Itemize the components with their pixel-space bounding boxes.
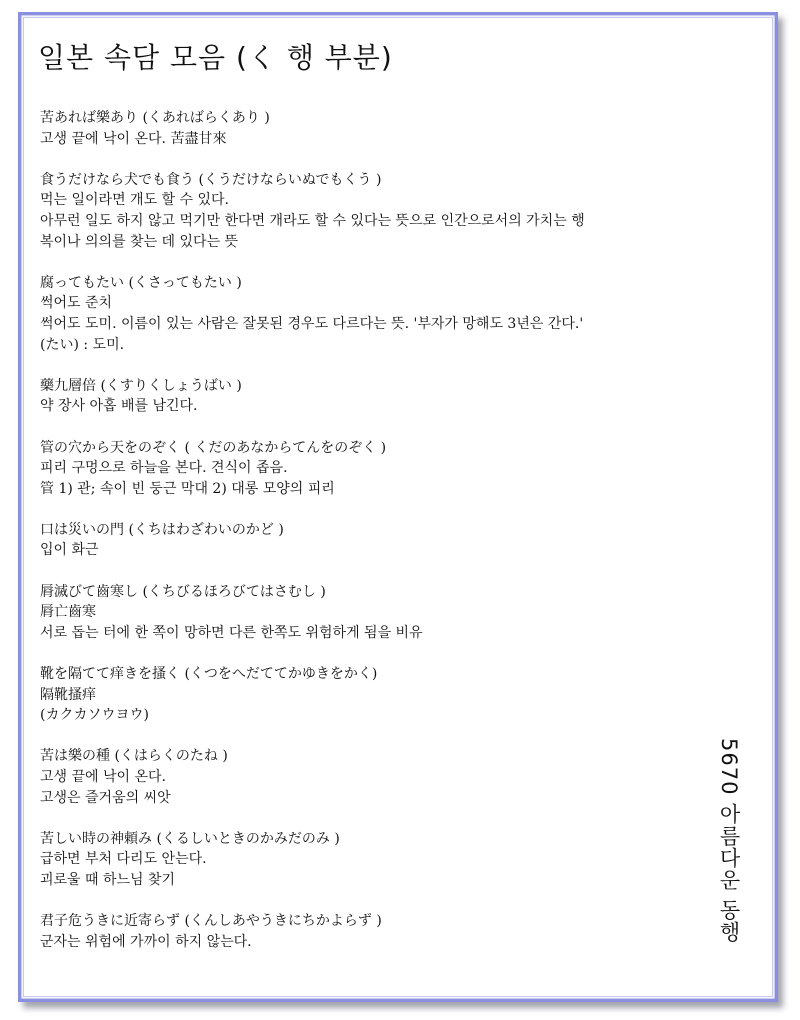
proverb-entry	[40, 376, 730, 417]
proverb-meaning-line: 입이 화근	[40, 542, 99, 559]
proverb-meaning-line: 아무런 일도 하지 않고 먹기만 한다면 개라도 할 수 있다는 뜻으로 인간으로서의 가치는 행	[40, 212, 585, 229]
proverb-meaning-line: 서로 돕는 터에 한 쪽이 망하면 다른 한쪽도 위험하게 됨을 비유	[40, 624, 423, 641]
proverb-original-line: 脣滅びて齒寒し (くちびるほろびてはさむし )	[40, 583, 326, 600]
proverb-meaning-line: 복이나 의의를 찾는 데 있다는 뜻	[40, 233, 239, 250]
proverb-original-line: 苦は樂の種 (くはらくのたね )	[40, 748, 228, 765]
proverb-meaning-line: 먹는 일이라면 개도 할 수 있다.	[40, 192, 229, 209]
proverb-entry	[40, 582, 730, 644]
proverb-meaning-line: 급하면 부처 다리도 안는다.	[40, 851, 207, 868]
proverb-entry	[40, 911, 730, 952]
proverb-entry	[40, 520, 730, 561]
proverb-meaning-line: 고생은 즐거움의 씨앗	[40, 789, 171, 806]
proverb-original-line: 腐ってもたい (くさってもたい )	[40, 274, 242, 291]
proverb-original-line: 靴を隔てて痒きを搔く (くつをへだててかゆきをかく)	[40, 666, 378, 683]
proverb-original-line: 口は災いの門 (くちはわざわいのかど )	[40, 521, 284, 538]
proverb-meaning-line: 고생 끝에 낙이 온다. 苦盡甘來	[40, 130, 227, 147]
proverb-entry	[40, 829, 730, 891]
proverb-meaning-line: 약 장사 아홉 배를 남긴다.	[40, 398, 198, 415]
proverb-meaning-line: (カクカソウヨウ)	[40, 707, 149, 724]
proverb-entry	[40, 746, 730, 808]
side-caption: 5670 아름다운 동행	[717, 738, 741, 943]
proverb-meaning-line: 脣亡齒寒	[40, 604, 96, 621]
proverb-meaning-line: 괴로울 때 하느님 찾기	[40, 871, 176, 888]
proverb-entry	[40, 170, 730, 252]
proverb-meaning-line: 隔靴搔痒	[40, 686, 96, 703]
proverb-original-line: 藥九層倍 (くすりくしょうばい )	[40, 377, 242, 394]
proverb-entry	[40, 438, 730, 500]
proverb-original-line: 苦しい時の神頼み (くるしいときのかみだのみ )	[40, 830, 340, 847]
proverb-entry	[40, 664, 730, 726]
page-title: 일본 속담 모음 (く 행 부분)	[38, 41, 393, 74]
proverb-meaning-line: 피리 구멍으로 하늘을 본다. 견식이 좁음.	[40, 460, 288, 477]
proverb-original-line: 君子危うきに近寄らず (くんしあやうきにちかよらず )	[40, 913, 382, 930]
proverb-meaning-line: 고생 끝에 낙이 온다.	[40, 769, 166, 785]
proverb-meaning-line: 管 1) 관; 속이 빈 둥근 막대 2) 대롱 모양의 피리	[40, 480, 335, 497]
proverb-meaning-line: (たい) : 도미.	[40, 336, 125, 353]
proverb-entry	[40, 108, 730, 149]
proverb-original-line: 食うだけなら犬でも食う (くうだけならいぬでもくう )	[40, 171, 382, 188]
proverb-original-line: 管の穴から天をのぞく ( くだのあなからてんをのぞく )	[40, 439, 387, 456]
proverb-meaning-line: 썩어도 준치	[40, 295, 113, 312]
proverb-list	[40, 108, 730, 973]
proverb-original-line: 苦あれば樂あり (くあればらくあり )	[40, 110, 270, 126]
proverb-meaning-line: 썩어도 도미. 이름이 있는 사람은 잘못된 경우도 다르다는 뜻. '부자가 망해도 3년은 간다.'	[40, 315, 584, 332]
proverb-entry	[40, 273, 730, 355]
proverb-meaning-line: 군자는 위험에 가까이 하지 않는다.	[40, 933, 252, 950]
